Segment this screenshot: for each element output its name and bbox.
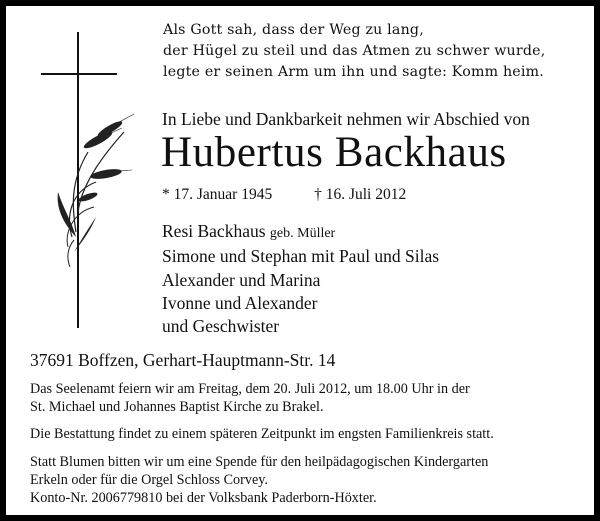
- donation-paragraph: [30, 453, 590, 508]
- cross-icon: [36, 32, 146, 332]
- mass-paragraph: [30, 380, 590, 416]
- info-line: St. Michael und Johannes Baptist Kirche zu Brakel.: [30, 399, 324, 416]
- mourner-line: und Geschwister: [162, 316, 280, 337]
- mourner-line: Ivonne und Alexander: [162, 292, 318, 313]
- mourner-line: [162, 220, 439, 245]
- mourner-line: Simone und Stephan mit Paul und Silas: [162, 246, 440, 267]
- info-line: Die Bestattung findet zu einem späteren Zeitpunkt im engsten Familienkreis statt.: [30, 426, 494, 443]
- wheat-icon: [58, 114, 134, 267]
- deceased-name: Hubertus Backhaus: [161, 129, 507, 176]
- mourner-birthname: geb. Müller: [269, 226, 336, 241]
- death-date: † 16. Juli 2012: [314, 186, 407, 203]
- poem: [163, 20, 545, 83]
- service-info: [30, 380, 590, 516]
- burial-paragraph: [30, 425, 590, 443]
- info-line: Das Seelenamt feiern wir am Freitag, dem 20. Juli 2012, um 18.00 Uhr in der: [30, 381, 470, 397]
- family-address: 37691 Boffzen, Gerhart-Hauptmann-Str. 14: [30, 350, 336, 370]
- mourners-list: [162, 220, 439, 338]
- mourner-line: Alexander und Marina: [162, 269, 321, 290]
- bank-account: Konto-Nr. 2006779810 bei der Volksbank Paderborn-Höxter.: [30, 490, 377, 507]
- farewell-line: In Liebe und Dankbarkeit nehmen wir Abschied von: [162, 109, 530, 129]
- info-line: Erkeln oder für die Orgel Schloss Corvey.: [30, 471, 268, 488]
- mourner-name: Resi Backhaus: [162, 221, 266, 241]
- poem-line: Als Gott sah, dass der Weg zu lang,: [163, 22, 424, 38]
- life-dates: [162, 186, 406, 204]
- info-line: Statt Blumen bitten wir um eine Spende für den heilpädagogischen Kindergarten: [30, 453, 489, 470]
- poem-line: legte er seinen Arm um ihn und sagte: Komm heim.: [163, 64, 545, 80]
- poem-line: der Hügel zu steil und das Atmen zu schwer wurde,: [163, 43, 546, 59]
- birth-date: * 17. Januar 1945: [162, 186, 273, 203]
